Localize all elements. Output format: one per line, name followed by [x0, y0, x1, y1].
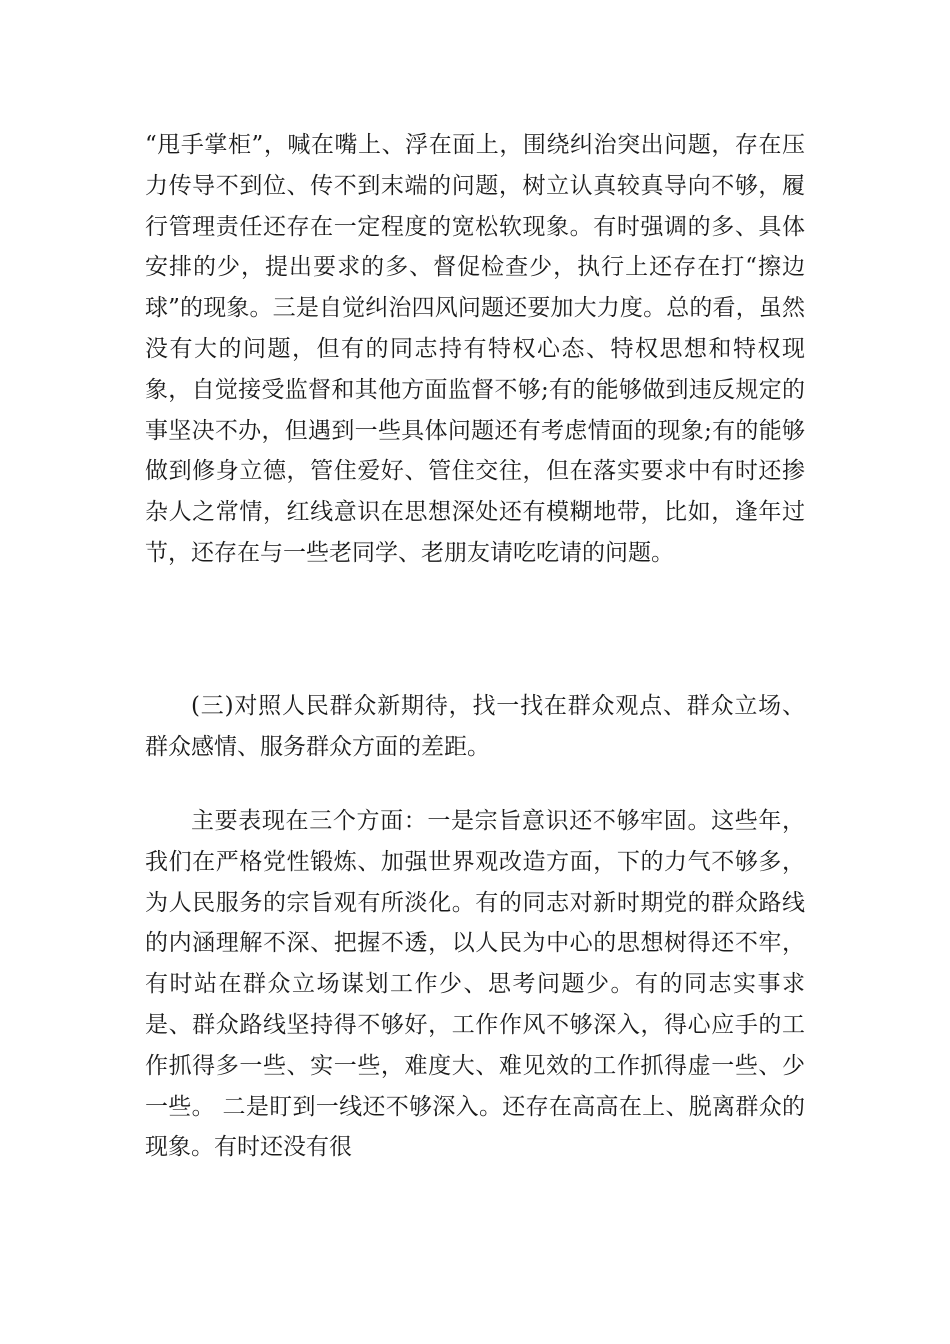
paragraph-continuation: “甩手掌柜”，喊在嘴上、浮在面上，围绕纠治突出问题，存在压力传导不到位、传不到末端的问题，树立认真较真导向不够，履行管理责任还存在一定程度的宽松软现象。有时强调的多、具体安排的少，提出要求的多、督促检查少，执行上还存在打“擦边球”的现象。三是自觉纠治四风问题还要加大力度。总的看，虽然没有大的问题，但有的同志持有特权心态、特权思想和特权现象，自觉接受监督和其他方面监督不够;有的能够做到违反规定的事坚决不办，但遇到一些具体问题还有考虑情面的现象;有的能够做到修身立德，管住爱好、管住交往，但在落实要求中有时还掺杂人之常情，红线意识在思想深处还有模糊地带，比如，逢年过节，还存在与一些老同学、老朋友请吃吃请的问题。 [145, 132, 805, 566]
paragraph-main-manifestations: 主要表现在三个方面：一是宗旨意识还不够牢固。这些年，我们在严格党性锻炼、加强世界观改造方面，下的力气不够多，为人民服务的宗旨观有所淡化。有的同志对新时期党的群众路线的内涵理解不深、把握不透，以人民为中心的思想树得还不牢，有时站在群众立场谋划工作少、思考问题少。有的同志实事求是、群众路线坚持得不够好，工作作风不够深入，得心应手的工作抓得多一些、实一些，难度大、难见效的工作抓得虚一些、少一些。 二是盯到一线还不够深入。还存在高高在上、脱离群众的现象。有时还没有很 [145, 808, 805, 1161]
section-heading-three: (三)对照人民群众新期待，找一找在群众观点、群众立场、群众感情、服务群众方面的差距。 [145, 693, 805, 760]
